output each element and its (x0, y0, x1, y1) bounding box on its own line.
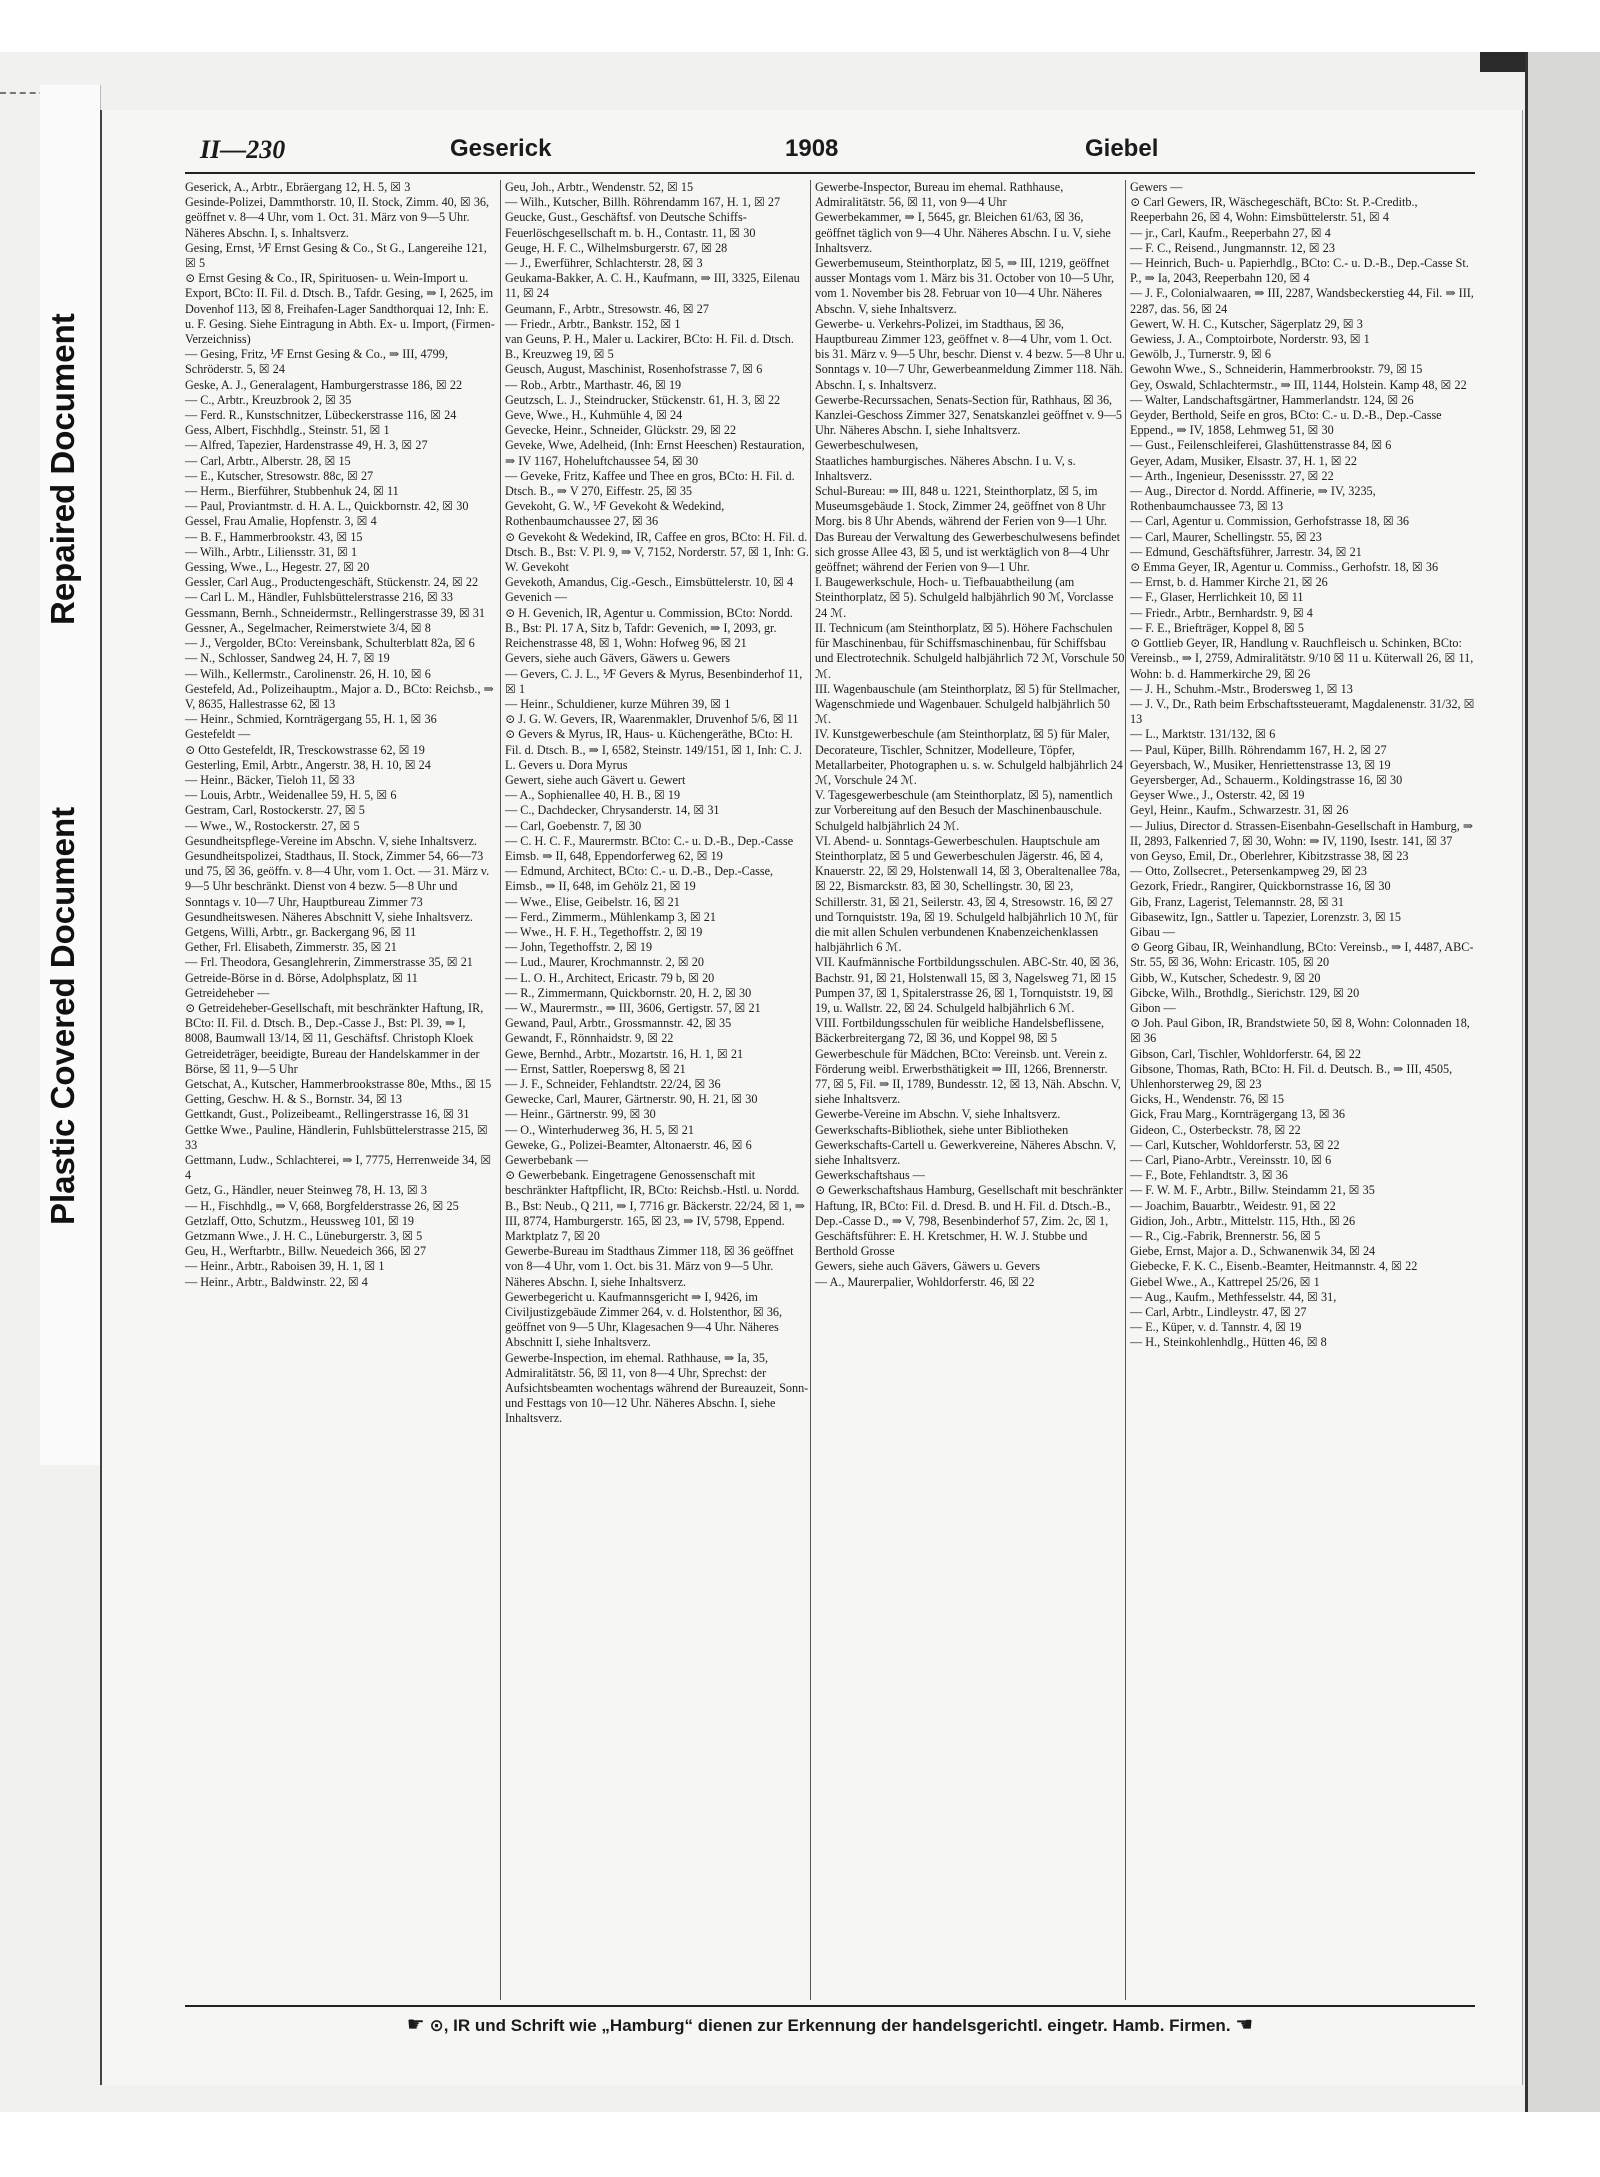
directory-entry: Gewerbebank — (505, 1153, 588, 1167)
directory-entry: Geyder, Berthold, Seife en gros, BCto: C.- u. D.-B., Dep.-Casse Eppend., ⇒ IV, 1858, Lehmweg 51, ☒ 30 (1130, 408, 1442, 438)
column-divider (500, 180, 501, 2000)
directory-entry: Geyser Wwe., J., Osterstr. 42, ☒ 19 (1130, 788, 1305, 803)
directory-entry: — J. V., Dr., Rath beim Erbschaftssteueramt, Magdalenenstr. 31/32, ☒ 13 (1130, 696, 1475, 727)
directory-entry: Gessler, Carl Aug., Productengeschäft, Stückenstr. 24, ☒ 22 (185, 575, 479, 590)
directory-entry: — B. F., Hammerbrookstr. 43, ☒ 15 (185, 529, 363, 544)
directory-entry: Schul-Bureau: ⇒ III, 848 u. 1221, Steinthorplatz, ☒ 5, im Museumsgebäude 1. Stock, Zimmer 24, geöffnet von 8 Uhr Morg. bis 8 Uhr Abends, während der Ferien von 9—1 Uhr. Das Bureau der Verwaltung des Gewerbeschulwesens befindet sich grosse Allee 43, ☒ 5, und ist werktäglich von 8—4 Uhr geöffnet; während der Ferien von 9—1 Uhr. (815, 484, 1121, 575)
directory-entry: Gideon, C., Osterbeckstr. 78, ☒ 22 (1130, 1122, 1301, 1137)
directory-entry: Gewandt, F., Rönnhaidstr. 9, ☒ 22 (505, 1031, 674, 1046)
directory-entry: ⊙ Emma Geyer, IR, Agentur u. Commiss., Gerhofstr. 18, ☒ 36 (1130, 560, 1439, 575)
directory-entry: Geweke, G., Polizei-Beamter, Altonaerstr. 46, ☒ 6 (505, 1137, 752, 1152)
directory-entry: Gether, Frl. Elisabeth, Zimmerstr. 35, ☒ 21 (185, 940, 397, 955)
directory-entry: ⊙ Gewerkschaftshaus Hamburg, Gesellschaft mit beschränkter Haftung, IR, BCto: Fil. d. Dresd. B. und H. Fil. d. Dtsch.-B., Dep.-Casse D., ⇒ V, 798, Besenbinderhof 57, Zim. 2c, ☒ 1, Geschäftsführer: E. H. Kretschmer, H. W. J. Stubbe und Berthold Grosse (815, 1183, 1123, 1259)
directory-entry: ⊙ H. Gevenich, IR, Agentur u. Commission, BCto: Nordd. B., Bst: Pl. 17 A, Sitz b, Tafdr: Gevenich, ⇒ I, 2093, gr. Reichenstrasse 48, ☒ 1, Wohn: Hofweg 96, ☒ 21 (505, 605, 793, 651)
pointing-hand-icon: ☛ (406, 2014, 425, 2036)
directory-entry: — A., Maurerpalier, Wohldorferstr. 46, ☒ 22 (815, 1274, 1035, 1289)
directory-entry: Gevenich — (505, 590, 567, 605)
directory-entry: — C., Dachdecker, Chrysanderstr. 14, ☒ 31 (505, 803, 720, 818)
directory-entry: — Paul, Küper, Billh. Röhrendamm 167, H. 2, ☒ 27 (1130, 742, 1387, 757)
directory-entry: — J. F., Schneider, Fehlandtstr. 22/24, ☒ 36 (505, 1076, 721, 1091)
directory-entry: — F. E., Briefträger, Koppel 8, ☒ 5 (1130, 620, 1304, 635)
directory-entry: Gewerbeschulwesen, (815, 438, 919, 453)
directory-entry: — Ernst, Sattler, Roeperswg 8, ☒ 21 (505, 1061, 686, 1076)
directory-entry: Gibb, W., Kutscher, Schedestr. 9, ☒ 20 (1130, 970, 1321, 985)
directory-entry: Gewerbeschule für Mädchen, BCto: Vereinsb. unt. Verein z. Förderung weibl. Erwerbsthätigkeit ⇒ III, 1266, Brennerstr. 77, ☒ 5, Fil. ⇒ II, 1789, Bundesstr. 12, ☒ 13, Näh. Abschn. V, siehe Inhaltsverz. (815, 1046, 1121, 1107)
directory-entry: Gevekoth, Amandus, Cig.-Gesch., Eimsbüttelerstr. 10, ☒ 4 (505, 575, 794, 590)
directory-entry: Gewerkschafts-Bibliothek, siehe unter Bibliotheken (815, 1122, 1069, 1137)
directory-entry: — F. W. M. F., Arbtr., Billw. Steindamm 21, ☒ 35 (1130, 1183, 1375, 1198)
directory-entry: Gewers — (1130, 180, 1183, 194)
directory-entry: Gesinde-Polizei, Dammthorstr. 10, II. Stock, Zimm. 40, ☒ 36, geöffnet v. 8—4 Uhr, vom 1. Oct. 31. März von 9—5 Uhr. Näheres Abschn. I, s. Inhaltsverz. (185, 195, 490, 240)
directory-entry: — Carl, Agentur u. Commission, Gerhofstrasse 18, ☒ 36 (1130, 514, 1410, 529)
directory-entry: Gewerbe-Bureau im Stadthaus Zimmer 118, ☒ 36 geöffnet von 8—4 Uhr, vom 1. Oct. bis 31. März von 9—5 Uhr. Näheres Abschn. I, siehe Inhaltsverz. (505, 1244, 794, 1289)
directory-entry: Gidion, Joh., Arbtr., Mittelstr. 115, Hth., ☒ 26 (1130, 1213, 1356, 1228)
directory-entry: ⊙ Gevekoht & Wedekind, IR, Caffee en gros, BCto: H. Fil. d. Dtsch. B., Bst: V. Pl. 9, ⇒ V, 7152, Norderstr. 57, ☒ 1, Inh: G. W. Gevekoht (505, 529, 809, 575)
directory-entry: Staatliches hamburgisches. Näheres Abschn. I u. V, s. Inhaltsverz. (815, 453, 1076, 483)
directory-year: 1908 (785, 135, 839, 162)
directory-entry: — E., Kutscher, Stresowstr. 88c, ☒ 27 (185, 468, 374, 483)
directory-entry: — Edmund, Architect, BCto: C.- u. D.-B., Dep.-Casse, Eimsb., ⇒ II, 648, im Gehölz 21, ☒ 19 (505, 864, 774, 894)
directory-entry: Gevers, siehe auch Gävers, Gäwers u. Gewers (505, 651, 731, 666)
directory-entry: Geske, A. J., Generalagent, Hamburgerstrasse 186, ☒ 22 (185, 377, 463, 392)
directory-entry: ⊙ Carl Gewers, IR, Wäschegeschäft, BCto: St. P.-Creditb., Reeperbahn 26, ☒ 4, Wohn: Eimsbüttelerstr. 51, ☒ 4 (1130, 195, 1418, 225)
directory-entry: — Ferd., Zimmerm., Mühlenkamp 3, ☒ 21 (505, 909, 716, 924)
directory-entry: Getzmann Wwe., J. H. C., Lüneburgerstr. 3, ☒ 5 (185, 1229, 423, 1244)
directory-entry: ⊙ Gewerbebank. Eingetragene Genossenschaft mit beschränkter Haftpflicht, IR, BCto: Reichsb.-Hstl. u. Nordd. B., Bst: Neub., Q 211, ⇒ I, 7716 gr. Bäckerstr. 22/24, ☒ 1, ⇒ III, 8774, Hamburgerstr. 165, ☒ 23, ⇒ IV, 5798, Eppend. Marktplatz 7, ☒ 20 (505, 1168, 806, 1244)
directory-entry: — Heinr., Bäcker, Tieloh 11, ☒ 33 (185, 772, 355, 787)
directory-entry: Geveke, Wwe, Adelheid, (Inh: Ernst Heeschen) Restauration, ⇒ IV 1167, Hoheluftchaussee 54, ☒ 30 (505, 438, 805, 468)
last-entry-name: Giebel (1085, 135, 1159, 162)
directory-entry: VI. Abend- u. Sonntags-Gewerbeschulen. Hauptschule am Steinthorplatz, ☒ 5 und Gewerbeschulen Jägerstr. 46, ☒ 4, Knauerstr. 22, ☒ 29, Holstenwall 14, ☒ 3, Oberaltenallee 78a, ☒ 22, Bismarckstr. 83, ☒ 30, Schellingstr. 30, ☒ 23, Schillerstr. 31, ☒ 21, Seilerstr. 43, ☒ 4, Stresowstr. 16, ☒ 27 und Tornquiststr. 19a, ☒ 19. Schulgeld halbjährlich 10 ℳ, für die mit allen Schulen verbundenen Knabenzeichenklassen halbjährlich 6 ℳ. (815, 833, 1121, 955)
directory-entry: Gey, Oswald, Schlachtermstr., ⇒ III, 1144, Holstein. Kamp 48, ☒ 22 (1130, 377, 1467, 392)
directory-entry: Gibson, Carl, Tischler, Wohldorferstr. 64, ☒ 22 (1130, 1046, 1361, 1061)
directory-entry: Gibcke, Wilh., Brothdlg., Sierichstr. 129, ☒ 20 (1130, 985, 1360, 1000)
directory-entry: Gewerbe-Recurssachen, Senats-Section für, Rathhaus, ☒ 36, Kanzlei-Geschoss Zimmer 327, Senatskanzlei geöffnet v. 9—5 Uhr. Näheres Abschn. I, siehe Inhaltsverz. (815, 392, 1122, 438)
directory-entry: — Louis, Arbtr., Weidenallee 59, H. 5, ☒ 6 (185, 788, 397, 803)
directory-entry: — Wilh., Kellermstr., Carolinenstr. 26, H. 10, ☒ 6 (185, 666, 431, 681)
directory-entry: Gewerbe-Inspection, im ehemal. Rathhause, ⇒ Ia, 35, Admiralitätstr. 56, ☒ 11, von 8—4 Uhr, Sprechst: der Aufsichtsbeamten wochentags während der Bureauzeit, Sonn- und Festtags von 10—12 Uhr. Näheres Abschn. I, siehe Inhaltsverz. (505, 1350, 809, 1426)
directory-entry: Gibsone, Thomas, Rath, BCto: H. Fil. d. Deutsch. B., ⇒ III, 4505, Uhlenhorsterweg 29, ☒ 23 (1130, 1061, 1453, 1091)
directory-entry: Gevekoht, G. W., ⅟F Gevekoht & Wedekind, Rothenbaumchaussee 27, ☒ 36 (505, 499, 725, 529)
directory-entry: Gewölb, J., Turnerstr. 9, ☒ 6 (1130, 347, 1271, 362)
directory-entry: Gewiess, J. A., Comptoirbote, Norderstr. 93, ☒ 1 (1130, 332, 1370, 347)
directory-entry: ⊙ Gevers & Myrus, IR, Haus- u. Küchengeräthe, BCto: H. Fil. d. Dtsch. B., ⇒ I, 6582, Steinstr. 149/151, ☒ 1, Inh: C. J. L. Gevers u. Dora Myrus (505, 727, 803, 772)
pointing-hand-icon: ☚ (1235, 2014, 1254, 2036)
directory-entry: Giebel Wwe., A., Kattrepel 25/26, ☒ 1 (1130, 1274, 1320, 1289)
directory-entry: — R., Zimmermann, Quickbornstr. 20, H. 2, ☒ 30 (505, 985, 752, 1000)
directory-entry: Gettkandt, Gust., Polizeibeamt., Rellingerstrasse 16, ☒ 31 (185, 1107, 470, 1122)
directory-entry: Gewand, Paul, Arbtr., Grossmannstr. 42, ☒ 35 (505, 1016, 732, 1031)
column-divider (810, 180, 811, 2000)
directory-entry: Gesterling, Emil, Arbtr., Angerstr. 38, H. 10, ☒ 24 (185, 757, 431, 772)
directory-entry: Gettmann, Ludw., Schlachterei, ⇒ I, 7775, Herrenweide 34, ☒ 4 (185, 1153, 492, 1183)
directory-entry: — L., Marktstr. 131/132, ☒ 6 (1130, 727, 1276, 742)
directory-entry: Gewert, siehe auch Gävert u. Gewert (505, 772, 686, 787)
directory-entry: Gewerkschaftshaus — (815, 1168, 925, 1183)
directory-entry: ⊙ Otto Gestefeldt, IR, Tresckowstrasse 62, ☒ 19 (185, 742, 425, 757)
directory-entry: — C., Arbtr., Kreuzbrook 2, ☒ 35 (185, 392, 352, 407)
directory-entry: — Carl, Kutscher, Wohldorferstr. 53, ☒ 22 (1130, 1137, 1340, 1152)
directory-entry: ⊙ J. G. W. Gevers, IR, Waarenmakler, Druvenhof 5/6, ☒ 11 (505, 712, 799, 727)
directory-entry: Geu, Joh., Arbtr., Wendenstr. 52, ☒ 15 (505, 180, 694, 194)
directory-entry: — Ferd. R., Kunstschnitzer, Lübeckerstrasse 116, ☒ 24 (185, 408, 457, 423)
directory-entry: — Heinrich, Buch- u. Papierhdlg., BCto: C.- u. D.-B., Dep.-Casse St. P., ⇒ Ia, 2043, Reeperbahn 120, ☒ 4 (1130, 256, 1469, 286)
directory-entry: Gesundheitswesen. Näheres Abschnitt V, siehe Inhaltsverz. (185, 909, 473, 924)
column-divider (1125, 180, 1126, 2000)
directory-entry: Geutzsch, L. J., Steindrucker, Stückenstr. 61, H. 3, ☒ 22 (505, 392, 781, 407)
directory-entry: — Heinr., Gärtnerstr. 99, ☒ 30 (505, 1107, 656, 1122)
directory-entry: II. Technicum (am Steinthorplatz, ☒ 5). Höhere Fachschulen für Maschinenbau, für Schiffsmaschinenbau, für Schiffsbau und Electrotechnik. Schulgeld halbjährlich 72 ℳ, Vorschule 50 ℳ. (815, 620, 1125, 681)
directory-entry: Gewerbekammer, ⇒ I, 5645, gr. Bleichen 61/63, ☒ 36, geöffnet täglich von 9—4 Uhr. Näheres Abschn. I u. V, siehe Inhaltsverz. (815, 210, 1111, 255)
directory-entry: Gick, Frau Marg., Kornträgergang 13, ☒ 36 (1130, 1107, 1345, 1122)
directory-entry: — John, Tegethoffstr. 2, ☒ 19 (505, 940, 653, 955)
directory-entry: — Joachim, Bauarbtr., Weidestr. 91, ☒ 22 (1130, 1198, 1336, 1213)
directory-entry: — Gust., Feilenschleiferei, Glashüttenstrasse 84, ☒ 6 (1130, 438, 1392, 453)
directory-entry: Gib, Franz, Lagerist, Telemannstr. 28, ☒ 31 (1130, 894, 1344, 909)
directory-entry: — Lud., Maurer, Krochmannstr. 2, ☒ 20 (505, 955, 704, 970)
directory-entry: — F. C., Reisend., Jungmannstr. 12, ☒ 23 (1130, 240, 1335, 255)
directory-entry: — N., Schlosser, Sandweg 24, H. 7, ☒ 19 (185, 651, 390, 666)
directory-entry: Gewert, W. H. C., Kutscher, Sägerplatz 29, ☒ 3 (1130, 316, 1363, 331)
directory-entry: Geu, H., Werftarbtr., Billw. Neuedeich 366, ☒ 27 (185, 1244, 427, 1259)
directory-entry: — Otto, Zollsecret., Petersenkampweg 29, ☒ 23 (1130, 864, 1368, 879)
directory-entry: — H., Fischhdlg., ⇒ V, 668, Borgfelderstrasse 26, ☒ 25 (185, 1198, 459, 1213)
directory-entry: Gess, Albert, Fischhdlg., Steinstr. 51, ☒ 1 (185, 423, 390, 438)
directory-entry: Geyersbach, W., Musiker, Henriettenstrasse 13, ☒ 19 (1130, 757, 1391, 772)
directory-entry: Gessel, Frau Amalie, Hopfenstr. 3, ☒ 4 (185, 514, 377, 529)
directory-column-3 (815, 180, 1125, 2000)
directory-entry: Geusch, August, Maschinist, Rosenhofstrasse 7, ☒ 6 (505, 362, 763, 377)
directory-entry: Gevecke, Heinr., Schneider, Glückstr. 29, ☒ 22 (505, 423, 737, 438)
directory-entry: — Alfred, Tapezier, Hardenstrasse 49, H. 3, ☒ 27 (185, 438, 428, 453)
directory-entry: — Edmund, Geschäftsführer, Jarrestr. 34, ☒ 21 (1130, 544, 1362, 559)
directory-column-4 (1130, 180, 1475, 2000)
directory-entry: ⊙ Gottlieb Geyer, IR, Handlung v. Rauchfleisch u. Schinken, BCto: Vereinsb., ⇒ I, 2759, Admiralitätstr. 9/10 ☒ 11 u. Küterwall 26, ☒ 11, Wohn: b. d. Hammerkirche 29, ☒ 26 (1130, 636, 1474, 681)
right-page-edge (1525, 52, 1600, 2112)
directory-entry: — H., Steinkohlenhdlg., Hütten 46, ☒ 8 (1130, 1335, 1327, 1350)
directory-entry: Getschat, A., Kutscher, Hammerbrookstrasse 80e, Mths., ☒ 15 (185, 1076, 492, 1091)
directory-entry: — Carl, Piano-Arbtr., Vereinsstr. 10, ☒ 6 (1130, 1153, 1332, 1167)
directory-entry: — Aug., Kaufm., Methfesselstr. 44, ☒ 31, (1130, 1289, 1337, 1304)
plastic-covered-label: Plastic Covered Document (44, 806, 81, 1225)
directory-entry: — Gesing, Fritz, ⅟F Ernst Gesing & Co., ⇒ III, 4799, Schröderstr. 5, ☒ 24 (185, 347, 448, 377)
directory-entry: IV. Kunstgewerbeschule (am Steinthorplatz, ☒ 5) für Maler, Decorateure, Tischler, Schnitzer, Modelleure, Töpfer, Metallarbeiter, Photographen u. s. w. Schulgeld halbjährlich 24 ℳ, Vorschule 24 ℳ. (815, 727, 1123, 787)
footer-note: ⊙, IR und Schrift wie „Hamburg“ dienen zur Erkennung der handelsgerichtl. eingetr. Hamb. Firmen. (429, 2016, 1231, 2035)
directory-entry: — Wwe., Elise, Geibelstr. 16, ☒ 21 (505, 894, 680, 909)
directory-entry: Geyersberger, Ad., Schauerm., Koldingstrasse 16, ☒ 30 (1130, 772, 1403, 787)
directory-entry: Geucke, Gust., Geschäftsf. von Deutsche Schiffs-Feuerlöschgesellschaft m. b. H., Contastr. 11, ☒ 30 (505, 210, 756, 240)
directory-entry: — Walter, Landschaftsgärtner, Hammerlandstr. 124, ☒ 26 (1130, 392, 1414, 407)
footer-rule (185, 2005, 1475, 2007)
directory-entry: Gewohn Wwe., S., Schneiderin, Hammerbrookstr. 79, ☒ 15 (1130, 362, 1423, 377)
directory-entry: Gewerbe-Vereine im Abschn. V, siehe Inhaltsverz. (815, 1107, 1061, 1122)
directory-entry: — O., Winterhuderweg 36, H. 5, ☒ 21 (505, 1122, 694, 1137)
directory-entry: Gestram, Carl, Rostockerstr. 27, ☒ 5 (185, 803, 365, 818)
directory-entry: Gessmann, Bernh., Schneidermstr., Rellingerstrasse 39, ☒ 31 (185, 605, 485, 620)
directory-entry: — Gevers, C. J. L., ⅟F Gevers & Myrus, Besenbinderhof 11, ☒ 1 (505, 666, 803, 696)
directory-entry: — Carl L. M., Händler, Fuhlsbüttelerstrasse 216, ☒ 33 (185, 590, 454, 605)
directory-entry: Geukama-Bakker, A. C. H., Kaufmann, ⇒ III, 3325, Eilenau 11, ☒ 24 (505, 271, 800, 301)
header-rule (185, 172, 1475, 174)
directory-entry: — F., Glaser, Herrlichkeit 10, ☒ 11 (1130, 590, 1304, 605)
directory-entry: VIII. Fortbildungsschulen für weibliche Handelsbeflissene, Bäckerbreitergang 72, ☒ 36, und Koppel 98, ☒ 5 (815, 1016, 1105, 1046)
directory-entry: — A., Sophienallee 40, H. B., ☒ 19 (505, 788, 681, 803)
directory-column-2 (505, 180, 810, 2000)
page-number: II—230 (200, 135, 286, 164)
page-footer (185, 2012, 1475, 2037)
directory-entry: Gewerbegericht u. Kaufmannsgericht ⇒ I, 9426, im Civiljustizgebäude Zimmer 264, v. d. Holstenthor, ☒ 36, geöffnet von 9—5 Uhr, Klagesachen 9—4 Uhr. Näheres Abschnitt I, siehe Inhaltsverz. (505, 1289, 783, 1350)
directory-entry: — Friedr., Arbtr., Bankstr. 152, ☒ 1 (505, 316, 681, 331)
directory-entry: Gewecke, Carl, Maurer, Gärtnerstr. 90, H. 21, ☒ 30 (505, 1092, 758, 1107)
directory-entry: — Friedr., Arbtr., Bernhardstr. 9, ☒ 4 (1130, 605, 1313, 620)
directory-entry: — F., Bote, Fehlandtstr. 3, ☒ 36 (1130, 1168, 1288, 1183)
directory-entry: Gewe, Bernhd., Arbtr., Mozartstr. 16, H. 1, ☒ 21 (505, 1046, 744, 1061)
directory-entry: — Arth., Ingenieur, Desenissstr. 27, ☒ 22 (1130, 468, 1334, 483)
directory-entry: — E., Küper, v. d. Tannstr. 4, ☒ 19 (1130, 1320, 1302, 1335)
directory-entry: Gewerbe-Inspector, Bureau im ehemal. Rathhause, Admiralitätstr. 56, ☒ 11, von 9—4 Uhr (815, 180, 1064, 210)
directory-entry: — Frl. Theodora, Gesanglehrerin, Zimmerstrasse 35, ☒ 21 (185, 955, 473, 970)
directory-entry: Gestefeld, Ad., Polizeihauptm., Major a. D., BCto: Reichsb., ⇒ V, 8635, Hallestrasse 62, ☒ 13 (185, 681, 494, 711)
directory-entry: Gicks, H., Wendenstr. 76, ☒ 15 (1130, 1092, 1284, 1107)
directory-entry: Gewers, siehe auch Gävers, Gäwers u. Gevers (815, 1259, 1041, 1274)
directory-entry: — Carl, Arbtr., Alberstr. 28, ☒ 15 (185, 453, 351, 468)
repaired-document-label: Repaired Document (44, 313, 81, 625)
directory-entry: van Geuns, P. H., Maler u. Lackirer, BCto: H. Fil. d. Dtsch. B., Kreuzweg 19, ☒ 5 (505, 332, 794, 362)
directory-entry: — Carl, Arbtr., Lindleystr. 47, ☒ 27 (1130, 1305, 1307, 1320)
directory-entry: — Wwe., W., Rostockerstr. 27, ☒ 5 (185, 818, 360, 833)
directory-entry: Gesing, Ernst, ⅟F Ernst Gesing & Co., St G., Langereihe 121, ☒ 5 (185, 240, 487, 271)
directory-entry: Getzlaff, Otto, Schutzm., Heussweg 101, ☒ 19 (185, 1213, 415, 1228)
directory-entry: Gesundheitspflege-Vereine im Abschn. V, siehe Inhaltsverz. (185, 833, 477, 848)
directory-entry: — Rob., Arbtr., Marthastr. 46, ☒ 19 (505, 377, 682, 392)
directory-entry: Getgens, Willi, Arbtr., gr. Backergang 96, ☒ 11 (185, 924, 417, 939)
directory-entry: Gibon — (1130, 1000, 1176, 1015)
directory-entry: — Paul, Proviantmstr. d. H. A. L., Quickbornstr. 42, ☒ 30 (185, 499, 469, 514)
directory-entry: Gewerbemuseum, Steinthorplatz, ☒ 5, ⇒ III, 1219, geöffnet ausser Montags vom 1. März bis 31. October von 10—5 Uhr, vom 1. November bis 28. Februar von 10—4 Uhr. Näheres Abschn. V, siehe Inhaltsverz. (815, 256, 1115, 316)
directory-entry: — Heinr., Schuldiener, kurze Mühren 39, ☒ 1 (505, 696, 731, 711)
directory-entry: Gibau — (1130, 924, 1176, 939)
directory-entry: I. Baugewerkschule, Hoch- u. Tiefbauabtheilung (am Steinthorplatz, ☒ 5). Schulgeld halbjährlich 90 ℳ, Vorclasse 24 ℳ. (815, 575, 1114, 620)
directory-entry: Geyer, Adam, Musiker, Elsastr. 37, H. 1, ☒ 22 (1130, 453, 1357, 468)
first-entry-name: Geserick (450, 135, 552, 162)
directory-entry: — Heinr., Arbtr., Raboisen 39, H. 1, ☒ 1 (185, 1259, 385, 1274)
directory-entry: Gewerbe- u. Verkehrs-Polizei, im Stadthaus, ☒ 36, Hauptbureau Zimmer 123, geöffnet v. 8—4 Uhr, vom 1. Oct. bis 31. März v. 9—5 Uhr, beschr. Dienst v. 4 bezw. 5—8 Uhr u. Sonntags v. 10—7 Uhr, Gewerbeanmeldung Zimmer 118. Näh. Abschn. I, s. Inhaltsverz. (815, 316, 1125, 392)
directory-entry: — R., Cig.-Fabrik, Brennerstr. 56, ☒ 5 (1130, 1229, 1321, 1244)
directory-entry: Gessner, A., Segelmacher, Reimerstwiete 3/4, ☒ 8 (185, 620, 431, 635)
directory-entry: Giebecke, F. K. C., Eisenb.-Beamter, Heitmannstr. 4, ☒ 22 (1130, 1259, 1418, 1274)
directory-entry: Geuge, H. F. C., Wilhelmsburgerstr. 67, ☒ 28 (505, 240, 728, 255)
directory-entry: — C. H. C. F., Maurermstr. BCto: C.- u. D.-B., Dep.-Casse Eimsb. ⇒ II, 648, Eppendorferweg 62, ☒ 19 (505, 833, 794, 863)
directory-entry: — J., Vergolder, BCto: Vereinsbank, Schulterblatt 82a, ☒ 6 (185, 636, 475, 651)
directory-entry: — Wilh., Kutscher, Billh. Röhrendamm 167, H. 1, ☒ 27 (505, 195, 781, 210)
directory-entry: von Geyso, Emil, Dr., Oberlehrer, Kibitzstrasse 38, ☒ 23 (1130, 848, 1409, 863)
directory-entry: VII. Kaufmännische Fortbildungsschulen. ABC-Str. 40, ☒ 36, Bachstr. 91, ☒ 21, Holstenwall 15, ☒ 3, Nagelsweg 71, ☒ 15 Pumpen 37, ☒ 1, Spitalerstrasse 26, ☒ 1, Tornquiststr. 19, ☒ 19, u. Wallstr. 22, ☒ 24. Schulgeld halbjährlich 6 ℳ. (815, 955, 1119, 1015)
directory-entry: — Aug., Director d. Nordd. Affinerie, ⇒ IV, 3235, Rothenbaumchaussee 73, ☒ 13 (1130, 484, 1376, 514)
directory-entry: — Heinr., Arbtr., Baldwinstr. 22, ☒ 4 (185, 1274, 368, 1289)
directory-entry: — Carl, Goebenstr. 7, ☒ 30 (505, 818, 642, 833)
directory-entry: — Julius, Director d. Strassen-Eisenbahn-Gesellschaft in Hamburg, ⇒ II, 2893, Falkenried 7, ☒ 30, Wohn: ⇒ IV, 1190, Isestr. 141, ☒ 37 (1130, 818, 1474, 848)
directory-entry: — Wilh., Arbtr., Liliensstr. 31, ☒ 1 (185, 544, 358, 559)
directory-entry: ⊙ Joh. Paul Gibon, IR, Brandstwiete 50, ☒ 8, Wohn: Colonnaden 18, ☒ 36 (1130, 1016, 1470, 1046)
directory-entry: Giebe, Ernst, Major a. D., Schwanenwik 34, ☒ 24 (1130, 1244, 1376, 1259)
directory-entry: ⊙ Getreideheber-Gesellschaft, mit beschränkter Haftung, IR, BCto: II. Fil. d. Dtsch. B., Dep.-Casse J., Bst: Pl. 39, ⇒ I, 8008, Baumwall 13/14, ☒ 11, Geschäftsf. Christoph Kloek (185, 1000, 484, 1046)
directory-entry: Gessing, Wwe., L., Hegestr. 27, ☒ 20 (185, 560, 370, 575)
directory-entry: Getreide-Börse in d. Börse, Adolphsplatz, ☒ 11 (185, 970, 418, 985)
page-header (200, 135, 1470, 175)
directory-entry: — Ernst, b. d. Hammer Kirche 21, ☒ 26 (1130, 575, 1328, 590)
directory-entry: Getz, G., Händler, neuer Steinweg 78, H. 13, ☒ 3 (185, 1183, 427, 1198)
directory-entry: — J., Ewerführer, Schlachterstr. 28, ☒ 3 (505, 256, 703, 271)
directory-entry: — Herm., Bierführer, Stubbenhuk 24, ☒ 11 (185, 484, 399, 499)
directory-entry: Gewerkschafts-Cartell u. Gewerkvereine, Näheres Abschn. V, siehe Inhaltsverz. (815, 1137, 1117, 1167)
directory-entry: Geserick, A., Arbtr., Ebräergang 12, H. 5, ☒ 3 (185, 180, 411, 194)
directory-entry: ⊙ Ernst Gesing & Co., IR, Spirituosen- u. Wein-Import u. Export, BCto: II. Fil. d. Dtsch. B., Tafdr. Gesing, ⇒ I, 2625, im Dovenhof 113, ☒ 8, Freihafen-Lager Sandthorquai 12, Inh: E. u. F. Gesing. Siehe Eintragung in Abth. Ex- u. Import, (Firmen-Verzeichniss) (185, 271, 495, 347)
directory-entry: Getting, Geschw. H. & S., Bornstr. 34, ☒ 13 (185, 1092, 402, 1107)
directory-entry: — Geveke, Fritz, Kaffee und Thee en gros, BCto: H. Fil. d. Dtsch. B., ⇒ V 270, Eiffestr. 25, ☒ 35 (505, 468, 795, 499)
directory-entry: — jr., Carl, Kaufm., Reeperbahn 27, ☒ 4 (1130, 225, 1331, 240)
directory-column-1 (185, 180, 495, 2000)
directory-entry: — Carl, Maurer, Schellingstr. 55, ☒ 23 (1130, 529, 1322, 544)
directory-entry: — Wwe., H. F. H., Tegethoffstr. 2, ☒ 19 (505, 924, 703, 939)
directory-entry: Gezork, Friedr., Rangirer, Quickbornstrasse 16, ☒ 30 (1130, 879, 1391, 894)
directory-entry: Gestefeldt — (185, 727, 251, 742)
directory-entry: — J. H., Schuhm.-Mstr., Brodersweg 1, ☒ 13 (1130, 681, 1353, 696)
directory-entry: Getreideheber — (185, 985, 270, 1000)
label-strip (40, 85, 101, 1465)
directory-entry: — W., Maurermstr., ⇒ III, 3606, Gertigstr. 57, ☒ 21 (505, 1000, 761, 1015)
directory-entry: — J. F., Colonialwaaren, ⇒ III, 2287, Wandsbeckerstieg 44, Fil. ⇒ III, 2287, das. 56, ☒ 24 (1130, 286, 1474, 316)
directory-entry: Gesundheitspolizei, Stadthaus, II. Stock, Zimmer 54, 66—73 und 75, ☒ 36, geöffn. v. 8—4 Uhr, vom 1. Oct. — 31. März v. 9—5 Uhr beschränkt. Dienst von 4 bezw. 5—8 Uhr und Sonntags v. 10—7 Uhr, Hauptbureau Zimmer 73 (185, 848, 490, 909)
directory-entry: Geumann, F., Arbtr., Stresowstr. 46, ☒ 27 (505, 301, 709, 316)
directory-entry: — L. O. H., Architect, Ericastr. 79 b, ☒ 20 (505, 970, 715, 985)
directory-entry: — Heinr., Schmied, Kornträgergang 55, H. 1, ☒ 36 (185, 712, 437, 727)
directory-entry: ⊙ Georg Gibau, IR, Weinhandlung, BCto: Vereinsb., ⇒ I, 4487, ABC-Str. 55, ☒ 36, Wohn: Ericastr. 105, ☒ 20 (1130, 940, 1474, 970)
directory-entry: Geyl, Heinr., Kaufm., Schwarzestr. 31, ☒ 26 (1130, 803, 1349, 818)
directory-entry: Gettke Wwe., Pauline, Händlerin, Fuhlsbüttelerstrasse 215, ☒ 33 (185, 1122, 488, 1152)
directory-entry: Geve, Wwe., H., Kuhmühle 4, ☒ 24 (505, 408, 683, 423)
directory-entry: Gibasewitz, Ign., Sattler u. Tapezier, Lorenzstr. 3, ☒ 15 (1130, 909, 1401, 924)
directory-entry: V. Tagesgewerbeschule (am Steinthorplatz, ☒ 5), namentlich zur Vorbereitung auf den Besuch der Maschinenbauschule. Schulgeld halbjährlich 24 ℳ. (815, 788, 1113, 833)
directory-entry: Getreideträger, beeidigte, Bureau der Handelskammer in der Börse, ☒ 11, 9—5 Uhr (185, 1046, 480, 1076)
directory-entry: III. Wagenbauschule (am Steinthorplatz, ☒ 5) für Stellmacher, Wagenschmiede und Wagenbauer. Schulgeld halbjährlich 50 ℳ. (815, 681, 1121, 727)
